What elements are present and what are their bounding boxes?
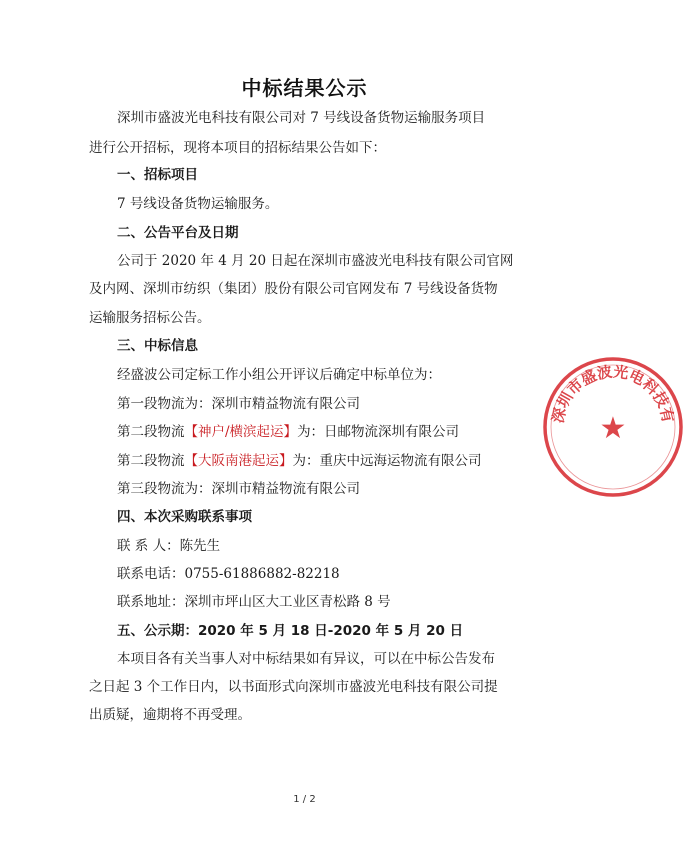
page-number: 1 / 2 — [293, 794, 316, 805]
segment-2a-line — [117, 423, 459, 441]
segment-2a-suffix: 为：日邮物流深圳有限公司 — [297, 424, 460, 440]
section-5-line-1: 本项目各有关当事人对中标结果如有异议，可以在中标公告发布 — [117, 651, 495, 667]
segment-2a-highlight: 【神户/横滨起运】 — [184, 424, 298, 440]
segment-3-line: 第三段物流为：深圳市精益物流有限公司 — [117, 481, 360, 497]
segment-2b-prefix: 第二段物流 — [117, 453, 185, 469]
segment-2b-line — [117, 452, 482, 470]
section-2-line-1: 公司于 2020 年 4 月 20 日起在深圳市盛波光电科技有限公司官网 — [117, 253, 514, 269]
intro-line-1: 深圳市盛波光电科技有限公司对 7 号线设备货物运输服务项目 — [117, 110, 486, 126]
contact-person: 联 系 人：陈先生 — [117, 538, 221, 554]
section-4-heading: 四、本次采购联系事项 — [117, 509, 252, 525]
section-5-heading: 五、公示期：2020 年 5 月 18 日-2020 年 5 月 20 日 — [117, 623, 464, 639]
contact-address: 联系地址：深圳市坪山区大工业区青松路 8 号 — [117, 594, 391, 610]
segment-2a-prefix: 第二段物流 — [117, 424, 185, 440]
segment-2b-highlight: 【大阪南港起运】 — [184, 453, 293, 469]
svg-text:深圳市盛波光电科技有限公司: 深圳市盛波光电科技有限公司 — [530, 338, 678, 425]
intro-line-2: 进行公开招标，现将本项目的招标结果公告如下： — [89, 140, 386, 156]
svg-text:★: ★ — [599, 411, 627, 446]
section-2-heading: 二、公告平台及日期 — [117, 225, 239, 241]
section-5-line-2: 之日起 3 个工作日内，以书面形式向深圳市盛波光电科技有限公司提 — [89, 679, 498, 695]
section-3-intro: 经盛波公司定标工作小组公开评议后确定中标单位为： — [117, 367, 441, 383]
segment-1-line: 第一段物流为：深圳市精益物流有限公司 — [117, 396, 360, 412]
section-1-heading: 一、招标项目 — [117, 167, 198, 183]
section-1-body: 7 号线设备货物运输服务。 — [117, 196, 279, 212]
page-title: 中标结果公示 — [241, 76, 368, 100]
company-seal-icon — [530, 338, 688, 502]
section-3-heading: 三、中标信息 — [117, 338, 198, 354]
section-2-line-3: 运输服务招标公告。 — [89, 310, 211, 326]
section-5-line-3: 出质疑，逾期将不再受理。 — [89, 707, 251, 723]
segment-2b-suffix: 为：重庆中远海运物流有限公司 — [292, 453, 482, 469]
contact-phone: 联系电话：0755-61886882-82218 — [117, 566, 340, 582]
section-2-line-2: 及内网、深圳市纺织（集团）股份有限公司官网发布 7 号线设备货物 — [89, 281, 498, 297]
